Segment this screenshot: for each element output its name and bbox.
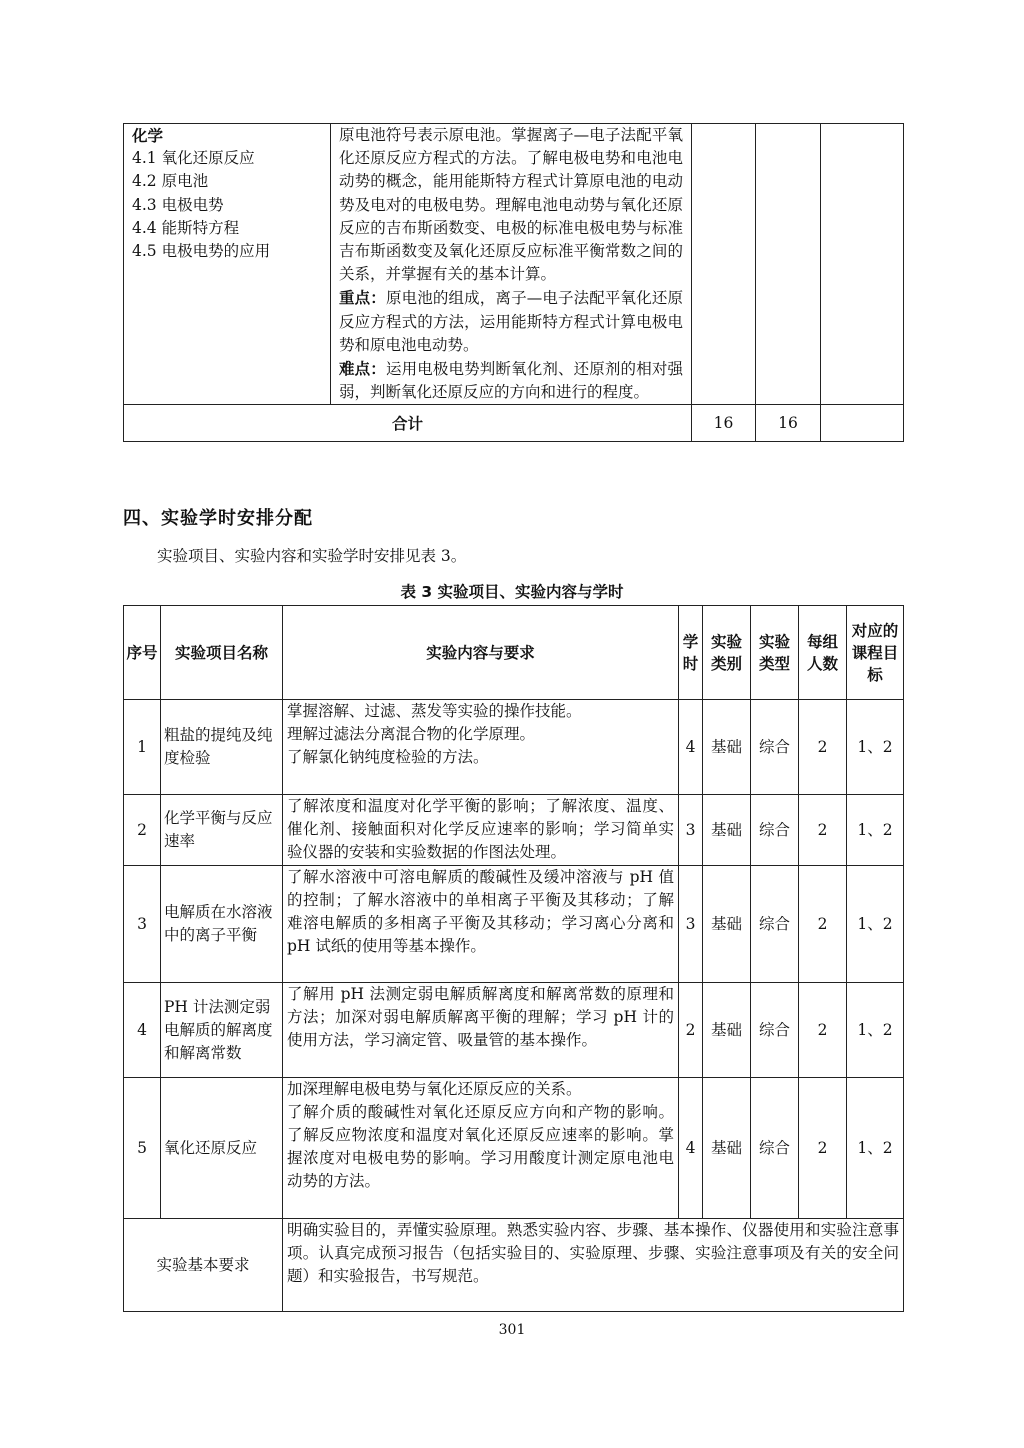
experiment-table [123,605,904,1312]
content-line: 加深理解电极电势与氧化还原反应的关系。 [287,1080,582,1098]
header-hours: 学时 [679,606,703,700]
type-cell: 综合 [751,983,799,1078]
section-intro: 实验项目、实验内容和实验学时安排见表 3。 [157,547,467,565]
hours-cell: 3 [679,795,703,866]
seq-cell: 5 [124,1078,161,1219]
group-cell: 2 [799,795,847,866]
content-cell [283,983,679,1078]
table-row [124,983,904,1078]
group-cell: 2 [799,1078,847,1219]
group-cell: 2 [799,700,847,795]
seq-cell: 2 [124,795,161,866]
group-cell: 2 [799,866,847,983]
chapter-item: 4.1 氧化还原反应 [132,149,255,168]
key-points [339,286,683,357]
section-title: 四、实验学时安排分配 [123,508,313,529]
content-line: 了解用 pH 法测定弱电解质解离度和解离常数的原理和方法；加深对弱电解质解离平衡的理解；学习 pH 计的使用方法，学习滴定管、吸量管的基本操作。 [287,985,674,1049]
content-cell [331,124,692,405]
name-cell: 氧化还原反应 [161,1078,283,1219]
page-number: 301 [498,1322,526,1338]
hours-cell: 2 [679,983,703,1078]
basic-requirements-label: 实验基本要求 [124,1219,283,1312]
table-row [124,866,904,983]
header-seq: 序号 [124,606,161,700]
target-cell: 1、2 [847,1078,904,1219]
total-label: 合计 [124,405,692,442]
total-value: 16 [756,405,821,442]
type-cell: 综合 [751,1078,799,1219]
empty-cell [756,124,821,405]
chapter-item: 4.3 电极电势 [132,195,224,214]
total-value: 16 [692,405,756,442]
type-cell: 综合 [751,795,799,866]
category-cell: 基础 [703,1078,751,1219]
difficulty-text: 运用电极电势判断氧化剂、还原剂的相对强弱，判断氧化还原反应的方向和进行的程度。 [339,360,683,402]
empty-cell [821,124,904,405]
seq-cell: 1 [124,700,161,795]
target-cell: 1、2 [847,983,904,1078]
chapter-item: 4.5 电极电势的应用 [132,242,271,261]
content-cell [283,700,679,795]
table-row [124,1219,904,1312]
content-line: 掌握溶解、过滤、蒸发等实验的操作技能。 [287,702,582,720]
key-label: 重点： [339,288,386,308]
table-row [124,124,904,405]
chapter-item: 4.2 原电池 [132,172,209,191]
chapter-heading: 化学 [132,126,164,145]
content-cell [283,866,679,983]
key-text: 原电池的组成，离子—电子法配平氧化还原反应方程式的方法，运用能斯特方程式计算电极电势和原电池电动势。 [339,289,683,354]
name-cell: 粗盐的提纯及纯度检验 [161,700,283,795]
type-cell: 综合 [751,866,799,983]
empty-cell [692,124,756,405]
table-row [124,795,904,866]
course-content-table [123,123,904,442]
name-cell: 电解质在水溶液中的离子平衡 [161,866,283,983]
header-name: 实验项目名称 [161,606,283,700]
difficulty-label: 难点： [339,359,386,379]
seq-cell: 4 [124,983,161,1078]
target-cell: 1、2 [847,700,904,795]
content-intro: 原电池符号表示原电池。掌握离子—电子法配平氧化还原反应方程式的方法。了解电极电势和电池电动势的概念，能用能斯特方程式计算原电池的电动势及电对的电极电势。理解电池电动势与氧化还原反应的吉布斯函数变、电极的标准电极电势与标准吉布斯函数变及氧化还原反应标准平衡常数之间的关系，并掌握有关的基本计算。 [339,126,683,284]
header-group: 每组人数 [799,606,847,700]
type-cell: 综合 [751,700,799,795]
header-type: 实验类型 [751,606,799,700]
total-row [124,405,904,442]
content-line: 了解水溶液中可溶电解质的酸碱性及缓冲溶液与 pH 值的控制；了解水溶液中的单相离子平衡及其移动；了解难溶电解质的多相离子平衡及其移动；学习离心分离和 pH 试纸的使用等基本操作。 [287,868,674,955]
table-row [124,1078,904,1219]
content-cell [283,795,679,866]
content-line: 了解浓度和温度对化学平衡的影响；了解浓度、温度、催化剂、接触面积对化学反应速率的影响；学习简单实验仪器的安装和实验数据的作图法处理。 [287,797,674,861]
content-line: 了解氯化钠纯度检验的方法。 [287,748,489,766]
category-cell: 基础 [703,700,751,795]
content-line: 了解介质的酸碱性对氧化还原反应方向和产物的影响。了解反应物浓度和温度对氧化还原反应速率的影响。掌握浓度对电极电势的影响。学习用酸度计测定原电池电动势的方法。 [287,1103,674,1190]
table-caption: 表 3 实验项目、实验内容与学时 [400,583,624,601]
name-cell: 化学平衡与反应速率 [161,795,283,866]
content-cell [283,1078,679,1219]
difficulties [339,357,683,404]
empty-cell [821,405,904,442]
target-cell: 1、2 [847,795,904,866]
group-cell: 2 [799,983,847,1078]
hours-cell: 4 [679,700,703,795]
header-target: 对应的课程目标 [847,606,904,700]
table-row [124,700,904,795]
hours-cell: 4 [679,1078,703,1219]
target-cell: 1、2 [847,866,904,983]
seq-cell: 3 [124,866,161,983]
category-cell: 基础 [703,795,751,866]
chapter-cell [124,124,331,405]
name-cell: PH 计法测定弱电解质的解离度和解离常数 [161,983,283,1078]
hours-cell: 3 [679,866,703,983]
basic-requirements-text: 明确实验目的，弄懂实验原理。熟悉实验内容、步骤、基本操作、仪器使用和实验注意事项。认真完成预习报告（包括实验目的、实验原理、步骤、实验注意事项及有关的安全问题）和实验报告，书写规范。 [283,1219,904,1312]
header-category: 实验类别 [703,606,751,700]
header-row [124,606,904,700]
header-content: 实验内容与要求 [283,606,679,700]
category-cell: 基础 [703,983,751,1078]
chapter-item: 4.4 能斯特方程 [132,218,240,237]
category-cell: 基础 [703,866,751,983]
content-line: 理解过滤法分离混合物的化学原理。 [287,725,536,743]
